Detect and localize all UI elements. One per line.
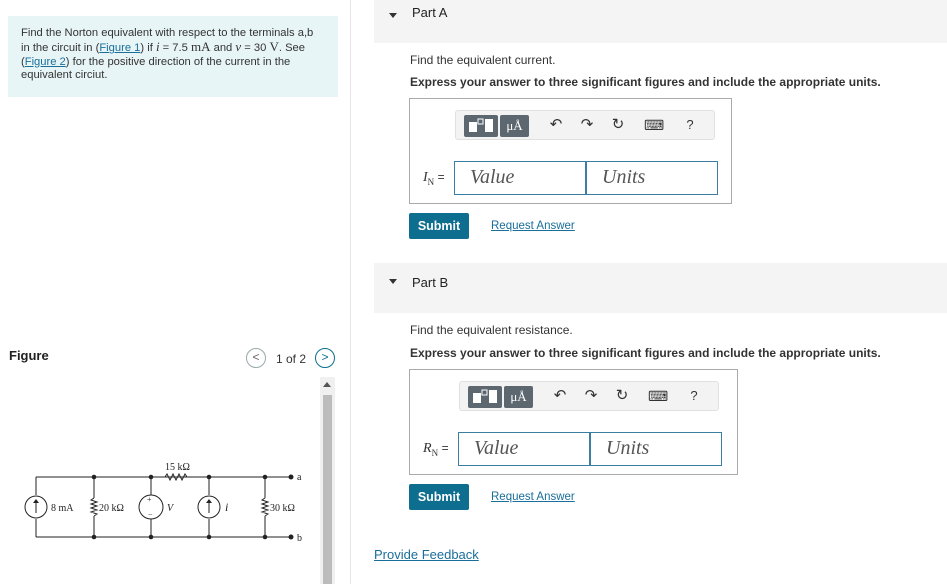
problem-text: in the circuit in (: [21, 42, 100, 55]
redo-icon[interactable]: ↷: [584, 387, 598, 404]
keyboard-icon[interactable]: ⌨: [644, 117, 665, 133]
voltage-label: V: [167, 503, 174, 514]
part-a-submit-button[interactable]: Submit: [409, 213, 469, 239]
part-a-instruction: Express your answer to three significant figures and include the appropriate units.: [410, 75, 881, 89]
template-button[interactable]: [464, 115, 498, 137]
collapse-triangle-icon[interactable]: [389, 279, 397, 284]
part-a-answer-box: [409, 98, 732, 204]
problem-text: and: [210, 42, 236, 55]
units-input[interactable]: Units: [586, 161, 718, 195]
problem-text: (: [21, 55, 25, 68]
figure-counter: 1 of 2: [276, 352, 307, 366]
part-b-request-answer-link[interactable]: Request Answer: [491, 491, 575, 503]
circuit-diagram: [0, 455, 318, 584]
scroll-thumb[interactable]: [323, 395, 332, 584]
problem-line-2: [21, 40, 328, 55]
terminal-b-label: b: [297, 533, 302, 544]
provide-feedback-link[interactable]: Provide Feedback: [374, 547, 479, 562]
terminal-a-node: [289, 475, 294, 480]
keyboard-icon[interactable]: ⌨: [648, 388, 669, 404]
template-button[interactable]: [468, 386, 502, 408]
resistor-30k-icon: [262, 498, 268, 516]
problem-text: = 7.5: [159, 42, 191, 55]
equals-sign: =: [441, 441, 449, 455]
r1-label: 20 kΩ: [99, 503, 124, 514]
part-b-prompt: Find the equivalent resistance.: [410, 323, 573, 337]
problem-line-3: [21, 56, 328, 69]
part-a-title: Part A: [412, 5, 448, 20]
voltage-symbol: v: [235, 39, 242, 55]
terminal-a-label: a: [297, 472, 302, 483]
r-load-label: 30 kΩ: [270, 503, 295, 514]
resistor-20k-icon: [91, 498, 97, 516]
reset-icon[interactable]: ↻: [611, 116, 625, 133]
plus-sign: +: [147, 495, 152, 504]
voltage-unit: V: [269, 39, 279, 55]
problem-text: = 30: [241, 42, 270, 55]
problem-line-1: Find the Norton equivalent with respect to the terminals a,b: [21, 27, 314, 39]
math-toolbar: [459, 381, 719, 411]
help-icon[interactable]: ?: [690, 388, 698, 403]
collapse-triangle-icon[interactable]: [389, 13, 397, 18]
current-symbol: i: [155, 39, 160, 55]
pane-divider: [350, 0, 351, 584]
figure-scrollbar[interactable]: [320, 377, 335, 584]
undo-icon[interactable]: ↶: [553, 387, 567, 404]
reset-icon[interactable]: ↻: [615, 387, 629, 404]
units-button[interactable]: μÅ: [500, 115, 529, 137]
var-sub: N: [431, 447, 439, 458]
var-label: [423, 170, 445, 187]
equals-sign: =: [437, 170, 445, 184]
template-icon: [468, 386, 502, 408]
value-input[interactable]: Value: [458, 432, 590, 466]
r-series-label: 15 kΩ: [165, 462, 190, 473]
part-a-request-answer-link[interactable]: Request Answer: [491, 220, 575, 232]
units-button[interactable]: μÅ: [504, 386, 533, 408]
figure-next-button[interactable]: >: [315, 348, 335, 368]
scroll-up-icon[interactable]: [323, 382, 331, 387]
part-a-prompt: Find the equivalent current.: [410, 53, 556, 67]
figure-prev-button[interactable]: <: [246, 348, 266, 368]
part-b-title: Part B: [412, 275, 449, 290]
problem-text: ) for the positive direction of the current in the: [65, 55, 291, 68]
problem-statement: [8, 16, 338, 97]
units-input[interactable]: Units: [590, 432, 722, 466]
figure-2-link[interactable]: Figure 2: [24, 55, 66, 68]
var-label: [423, 441, 449, 458]
problem-text: . See: [278, 42, 305, 55]
minus-sign: −: [148, 510, 153, 519]
source-current-label: 8 mA: [51, 503, 74, 514]
current-label: i: [225, 500, 229, 514]
help-icon[interactable]: ?: [686, 117, 694, 132]
part-b-header[interactable]: [374, 263, 947, 313]
redo-icon[interactable]: ↷: [580, 116, 594, 133]
figure-title: Figure: [9, 348, 49, 363]
template-icon: [464, 115, 498, 137]
figure-1-link[interactable]: Figure 1: [99, 42, 141, 55]
terminal-b-node: [289, 535, 294, 540]
math-toolbar: [455, 110, 715, 140]
var-sub: N: [427, 176, 435, 187]
var-main: R: [423, 441, 432, 456]
undo-icon[interactable]: ↶: [549, 116, 563, 133]
part-b-submit-button[interactable]: Submit: [409, 484, 469, 510]
part-b-answer-box: [409, 369, 738, 475]
value-input[interactable]: Value: [454, 161, 586, 195]
part-a-header[interactable]: [374, 0, 947, 43]
part-b-instruction: Express your answer to three significant figures and include the appropriate units.: [410, 346, 881, 360]
var-main: I: [423, 170, 428, 185]
problem-line-4: equivalent circiut.: [21, 68, 108, 81]
current-unit: mA: [190, 39, 211, 55]
problem-text: ) if: [140, 42, 156, 55]
